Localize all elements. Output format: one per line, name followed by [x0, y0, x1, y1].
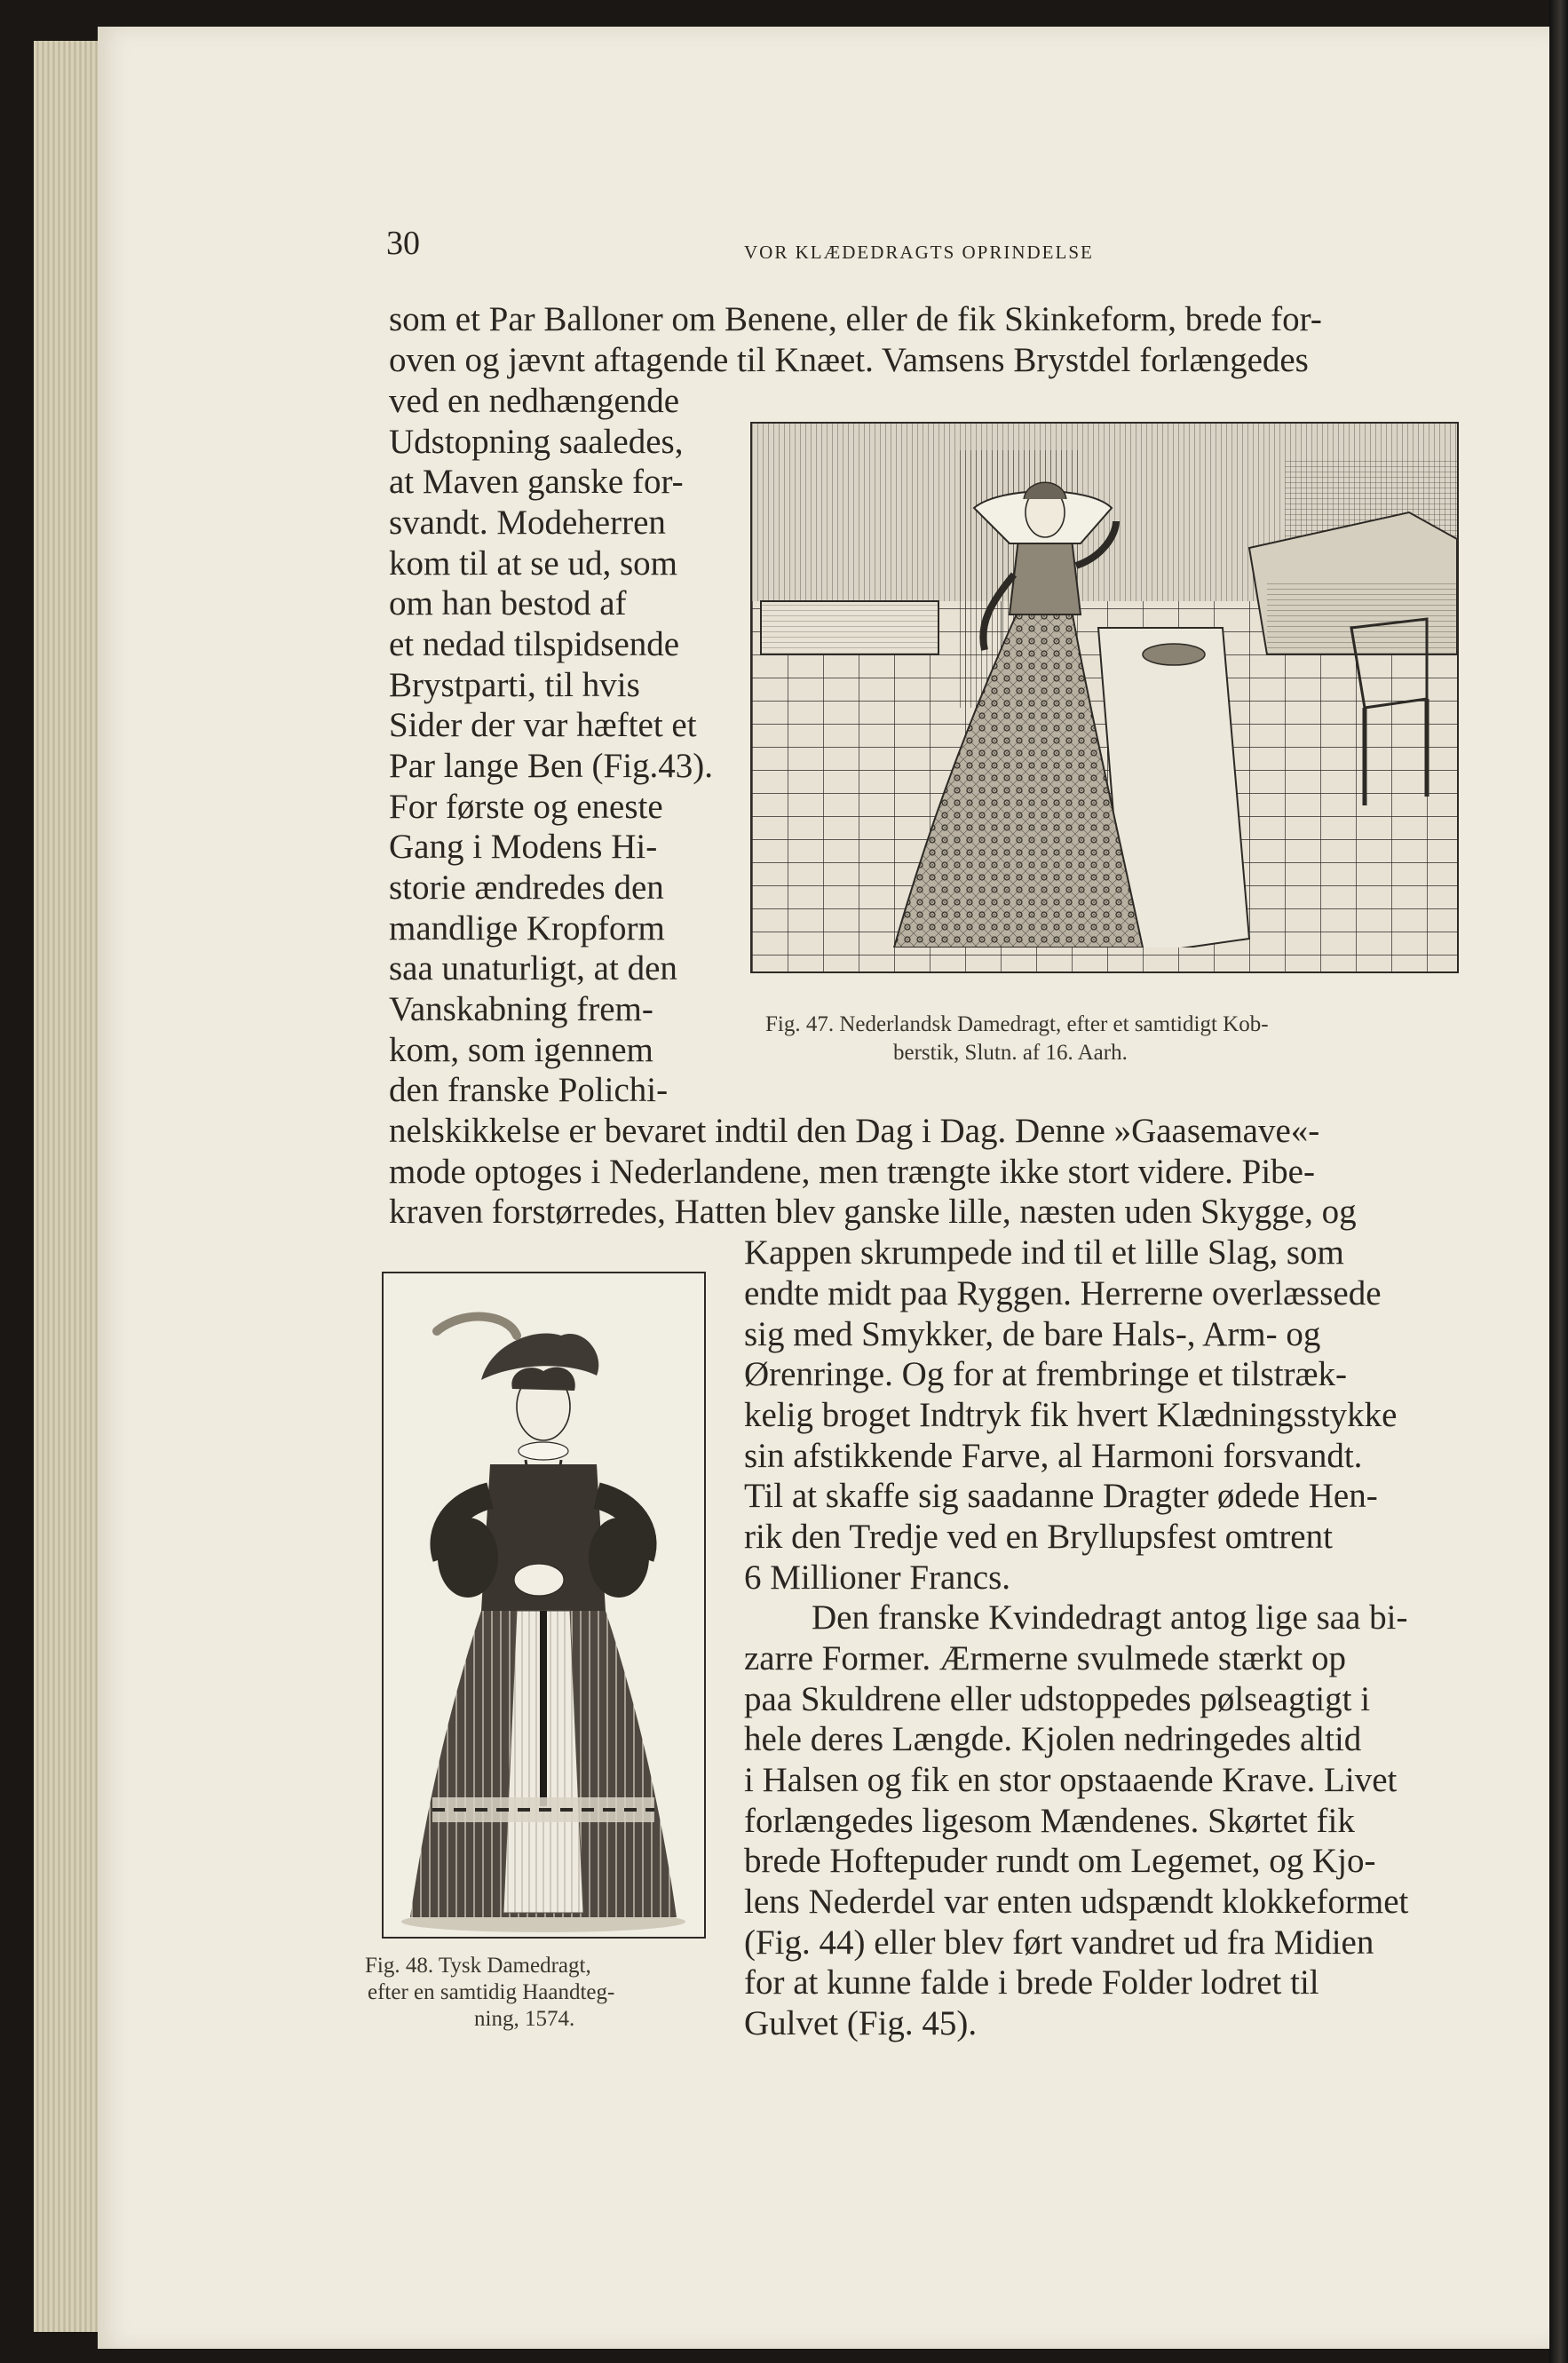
text-line: Kappen skrumpede ind til et lille Slag, som: [744, 1233, 1344, 1272]
text-line: et nedad tilspidsende: [389, 625, 680, 663]
text-line: zarre Former. Ærmerne svulmede stærkt op: [744, 1639, 1346, 1677]
text-line: storie ændredes den: [389, 868, 664, 907]
text-line: for at kunne falde i brede Folder lodret til: [744, 1963, 1319, 2002]
text-line: mandlige Kropform: [389, 909, 665, 948]
text-line: paa Skuldrene eller udstoppedes pølseagtigt i: [744, 1680, 1371, 1718]
text-line: om han bestod af: [389, 584, 627, 622]
text-line: forlængedes ligesom Mændenes. Skørtet fik: [744, 1802, 1355, 1840]
text-line: lens Nederdel var enten udspændt klokkeformet: [744, 1883, 1409, 1921]
page-number: 30: [386, 225, 420, 262]
text-line: sig med Smykker, de bare Hals-, Arm- og: [744, 1315, 1321, 1353]
text-line: Ørenringe. Og for at frembringe et tilstræk-: [744, 1355, 1348, 1393]
figure-47-caption: berstik, Slutn. af 16. Aarh.: [893, 1041, 1128, 1065]
text-line: brede Hoftepuder rundt om Legemet, og Kjo-: [744, 1842, 1376, 1880]
text-line: Sider der var hæftet et: [389, 706, 697, 744]
text-line: den franske Polichi-: [389, 1071, 669, 1109]
figure-48-caption: ning, 1574.: [474, 2007, 575, 2031]
figure-47-caption: Fig. 47. Nederlandsk Damedragt, efter et samtidigt Kob-: [765, 1012, 1269, 1036]
text-line: Gulvet (Fig. 45).: [744, 2004, 978, 2042]
book-spine-edge: [1549, 0, 1568, 2363]
text-line: i Halsen og fik en stor opstaaende Krave. Livet: [744, 1761, 1398, 1799]
text-line: sin afstikkende Farve, al Harmoni forsvandt.: [744, 1437, 1363, 1475]
text-line: Til at skaffe sig saadanne Dragter ødede Hen-: [744, 1477, 1378, 1515]
text-line: saa unaturligt, at den: [389, 949, 677, 987]
text-line: Udstopning saaledes,: [389, 423, 684, 461]
text-line: Par lange Ben (Fig.43).: [389, 747, 714, 785]
running-title: VOR KLÆDEDRAGTS OPRINDELSE: [744, 242, 1094, 263]
text-line: svandt. Modeherren: [389, 504, 666, 542]
text-line: For første og eneste: [389, 788, 663, 826]
text-line: (Fig. 44) eller blev ført vandret ud fra Midien: [744, 1923, 1374, 1962]
text-line: at Maven ganske for-: [389, 463, 684, 501]
text-line: mode optoges i Nederlandene, men trængte ikke stort videre. Pibe-: [389, 1153, 1315, 1191]
figure-47-engraving: [750, 422, 1459, 973]
text-line: Vanskabning frem-: [389, 990, 653, 1028]
figure-48-caption: Fig. 48. Tysk Damedragt,: [365, 1954, 591, 1978]
text-line: som et Par Balloner om Benene, eller de fik Skinkeform, brede for-: [389, 300, 1322, 338]
text-line: rik den Tredje ved en Bryllupsfest omtrent: [744, 1518, 1333, 1556]
text-line: kelig broget Indtryk fik hvert Klædningsstykke: [744, 1396, 1398, 1434]
text-line: kom, som igennem: [389, 1031, 653, 1069]
text-line: oven og jævnt aftagende til Knæet. Vamsens Brystdel forlængedes: [389, 341, 1309, 379]
figure-48-caption: efter en samtidig Haandteg-: [368, 1980, 615, 2004]
text-line: 6 Millioner Francs.: [744, 1558, 1011, 1597]
text-line: kraven forstørredes, Hatten blev ganske lille, næsten uden Skygge, og: [389, 1193, 1357, 1231]
text-line: ved en nedhængende: [389, 382, 680, 420]
text-line: Den franske Kvindedragt antog lige saa bi-: [812, 1598, 1408, 1637]
text-line: kom til at se ud, som: [389, 544, 677, 583]
text-line: nelskikkelse er bevaret indtil den Dag i Dag. Denne »Gaasemave«-: [389, 1112, 1320, 1150]
text-line: hele deres Længde. Kjolen nedringedes altid: [744, 1720, 1362, 1758]
text-line: endte midt paa Ryggen. Herrerne overlæssede: [744, 1274, 1382, 1312]
figure-48-drawing: [382, 1272, 706, 1939]
text-line: Gang i Modens Hi-: [389, 828, 658, 866]
text-line: Brystparti, til hvis: [389, 666, 640, 704]
